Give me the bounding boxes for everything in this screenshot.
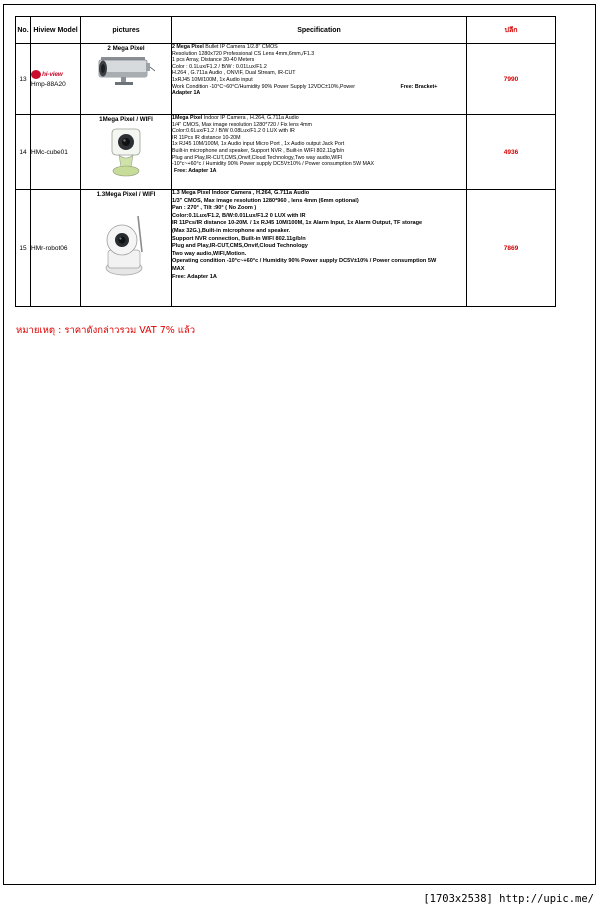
row-number: 13 (16, 44, 31, 115)
free-item: Free: Bracket+ (400, 83, 438, 90)
vat-note: หมายเหตุ : ราคาดังกล่าวรวม VAT 7% แล้ว (16, 325, 196, 336)
spec-line: Color:0.6Lux/F1.2 / B/W 0.08Lux/F1.2 0 LUX with IR (172, 128, 295, 135)
spec-lead: 1Mega Pixel (172, 115, 203, 121)
spec-line: 1x RJ45 10M/100M, 1x Audio input Micro Port , 1x Audio output Jack Port (172, 141, 345, 148)
specification-cell (172, 115, 467, 190)
free-adapter: Free: Adapter 1A (172, 273, 217, 280)
spec-line: 1/3" CMOS, Max image resolution 1280*960 , lens 4mm (6mm optional) (172, 197, 359, 204)
picture-cell (81, 115, 172, 190)
spec-line: Color : 0.1Lux/F1.2 / B/W : 0.01Lux/F1.2 (172, 63, 267, 70)
cube-ip-camera-icon (109, 127, 143, 179)
spec-line: 1 pcs Array, Distance 30-40 Meters (172, 57, 255, 64)
spec-line: Pan : 270° , Tilt :90° ( No Zoom ) (172, 205, 257, 212)
hiview-logo-icon (31, 70, 41, 79)
brand-name: hi-view (42, 71, 63, 78)
bullet-ip-camera-icon (95, 55, 157, 93)
spec-line: 1/4" CMOS, Max image resolution 1280*720 / Fix lens 4mm (172, 121, 312, 128)
spec-line: Support NVR connection, Built-in WIFI 802.11g/b/n (172, 235, 306, 242)
price-table (15, 16, 556, 307)
spec-line: Built-in microphone and speaker, Support NVR , Built-in WIFI 802.11g/b/n (172, 147, 345, 154)
retail-price: 4936 (467, 115, 556, 190)
spec-line: Indoor IP Camera , H.264, G.711a Audio (203, 115, 299, 121)
retail-price: 7869 (467, 190, 556, 307)
picture-title: 1.3Mega Pixel / WIFI (96, 191, 156, 198)
table-row (16, 115, 556, 190)
spec-line: Resolution 1280x720 Professional CS Lens 4mm,6mm,/F1.3 (172, 50, 315, 57)
spec-line: Two way audio,WIFI,Motion. (172, 250, 247, 257)
spec-lead: 1.3 Mega Pixel (172, 190, 211, 196)
header-pictures: pictures (81, 17, 172, 44)
header-no: No. (16, 17, 31, 44)
spec-line: IR 11Pcs IR distance 10-20M (172, 134, 241, 141)
picture-title: 2 Mega Pixel (107, 45, 145, 52)
spec-line: Indoor Camera , H.264, G.711a Audio (211, 190, 310, 196)
hiview-logo (31, 70, 80, 79)
header-retail-price: ปลีก (467, 17, 556, 44)
retail-price: 7990 (467, 44, 556, 115)
spec-line: Work Condition -10°C~60°C/Humidity 90% Power Supply 12VDC±10%,Power (172, 83, 355, 90)
picture-title: 1Mega Pixel / WIFI (99, 116, 153, 123)
spec-line: H.264 , G.711a Audio , ONVIF, Dual Stream, IR-CUT (172, 70, 296, 77)
spec-line: Color:0.1Lux/F1.2, B/W:0.01Lux/F1.2 0 LUX with IR (172, 212, 306, 219)
model-name: Hmp-88A20 (31, 81, 66, 88)
header-model: Hiview Model (31, 17, 81, 44)
picture-cell (81, 190, 172, 307)
spec-line: Plug and Play,IR-CUT,CMS,Onvif,Cloud Technology,Two way audio,WIFI (172, 154, 343, 161)
model-cell (31, 44, 81, 115)
image-watermark: [1703x2538] http://upic.me/ (423, 893, 594, 905)
table-row (16, 44, 556, 115)
picture-cell (81, 44, 172, 115)
spec-line: (Max 32G.),Built-in microphone and speaker. (172, 227, 291, 234)
spec-lead: 2 Mega Pixel (172, 44, 204, 50)
model-name: HMr-robot06 (31, 190, 81, 307)
free-adapter: Adapter 1A (172, 90, 201, 97)
spec-line: Plug and Play,IR-CUT,CMS,Onvif,Cloud Technology (172, 243, 308, 250)
free-adapter: Free: Adapter 1A (174, 167, 217, 174)
table-row (16, 190, 556, 307)
row-number: 15 (16, 190, 31, 307)
spec-line: Bullet IP Camera 1/2.8" CMOS (205, 44, 278, 50)
spec-line: 1xRJ45 10M/100M, 1x Audio input (172, 76, 253, 83)
spec-line: MAX (172, 265, 185, 272)
row-number: 14 (16, 115, 31, 190)
specification-cell (172, 44, 467, 115)
model-name: HMc-cube01 (31, 115, 81, 190)
specification-cell (172, 190, 467, 307)
header-specification: Specification (172, 17, 467, 44)
table-header-row (16, 17, 556, 44)
spec-line: Operating condition -10°c~+60°c / Humidity 90% Power supply DC5V±10% / Power consumption 5W (172, 258, 437, 265)
spec-line: -10°c~+60°c / Humidity 90% Power supply DC5V±10% / Power consumption 5W MAX (172, 161, 375, 168)
robot-ptz-camera-icon (102, 212, 150, 278)
spec-line: IR 11Pcs/IR distance 10-20M. / 1x RJ45 10M/100M, 1x Alarm Input, 1x Alarm Output, TF storage (172, 220, 423, 227)
